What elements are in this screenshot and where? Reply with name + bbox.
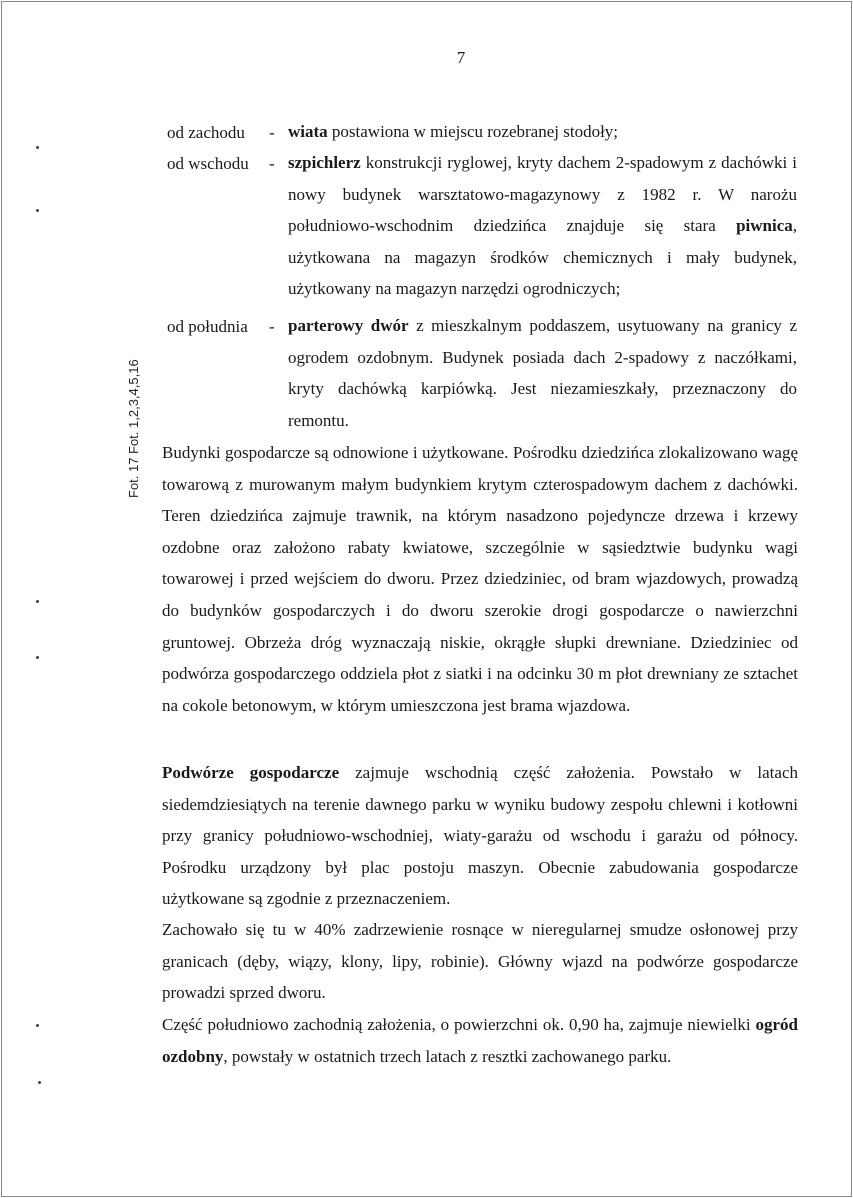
scan-speck [38, 1081, 41, 1084]
direction-dash: - [269, 154, 275, 173]
direction-label: od południa [167, 317, 248, 336]
margin-photo-references [126, 359, 141, 498]
direction-description: parterowy dwór z mieszkalnym poddaszem, usytuowany na granicy z ogrodem ozdobnym. Budynek posiada dach 2-spadowy z naczółkami, kryty dachówką karpiówką. Jest niezamieszkały, przeznaczony do remontu. [288, 316, 797, 430]
bold-term: Podwórze gospodarcze [162, 763, 340, 782]
bold-term: ogród ozdobny [162, 1015, 798, 1066]
scan-speck [36, 209, 39, 212]
paragraph-farmyard: Podwórze gospodarcze zajmuje wschodnią część założenia. Powstało w latach siedemdziesiątych na terenie dawnego parku w wyniku budowy zespołu chlewni i kotłowni przy granicy południowo-wschodniej, wiaty-garażu od wschodu i garażu od północy. Pośrodku urządzony był plac postoju maszyn. Obecnie zabudowania gospodarcze użytkowane są zgodnie z przeznaczeniem. [162, 763, 798, 909]
paragraph-buildings: Budynki gospodarcze są odnowione i użytkowane. Pośrodku dziedzińca zlokalizowano wagę towarową z murowanym małym budynkiem krytym czterospadowym dachem z dachówki. Teren dziedzińca zajmuje trawnik, na którym nasadzono pojedyncze drzewa i krzewy ozdobne oraz założono rabaty kwiatowe, szczególnie w sąsiedztwie budynku wagi towarowej i przed wejściem do dworu. Przez dziedziniec, od bram wjazdowych, prowadzą do budynków gospodarczych i do dworu szerokie drogi gospodarcze o nawierzchni gruntowej. Obrzeża dróg wyznaczają niskie, okrągłe słupki drewniane. Dziedziniec od podwórza gospodarczego oddziela płot z siatki i na odcinku 30 m płot drewniany ze sztachet na cokole betonowym, w którym umieszczona jest brama wjazdowa. [162, 443, 798, 715]
scan-speck [36, 656, 39, 659]
scan-speck [36, 1024, 39, 1027]
page-number: 7 [456, 48, 466, 67]
paragraph-trees: Zachowało się tu w 40% zadrzewienie rosnące w nieregularnej smudze osłonowej przy granicach (dęby, wiązy, klony, lipy, robinie). Główny wjazd na podwórze gospodarcze prowadzi sprzed dworu. [162, 920, 798, 1003]
direction-dash: - [269, 317, 275, 336]
direction-description: wiata postawiona w miejscu rozebranej stodoły; [288, 122, 619, 141]
direction-label: od wschodu [167, 154, 249, 173]
direction-east [167, 154, 797, 305]
margin-ref-fot-17: Fot. 17 [126, 457, 141, 498]
margin-ref-fot-1-16: Fot. 1,2,3,4,5,16 [126, 359, 141, 454]
bold-term: szpichlerz [288, 153, 361, 172]
paragraph-garden: Część południowo zachodnią założenia, o powierzchni ok. 0,90 ha, zajmuje niewielki ogród ozdobny, powstały w ostatnich trzech latach z resztki zachowanego parku. [162, 1015, 798, 1066]
bold-term: wiata [288, 122, 328, 141]
scan-speck [36, 146, 39, 149]
direction-south [167, 317, 797, 436]
scan-speck [36, 600, 39, 603]
bold-term: parterowy dwór [288, 316, 409, 335]
direction-dash: - [269, 123, 275, 142]
direction-description: szpichlerz konstrukcji ryglowej, kryty dachem 2-spadowym z dachówki i nowy budynek warsztatowo-magazynowy z 1982 r. W narożu południowo-wschodnim dziedzińca znajduje się stara piwnica, użytkowana na magazyn środków chemicznych i mały budynek, użytkowany na magazyn narzędzi ogrodniczych; [288, 153, 797, 299]
bold-term: piwnica [736, 216, 793, 236]
direction-label: od zachodu [167, 123, 245, 142]
direction-west [167, 123, 797, 148]
